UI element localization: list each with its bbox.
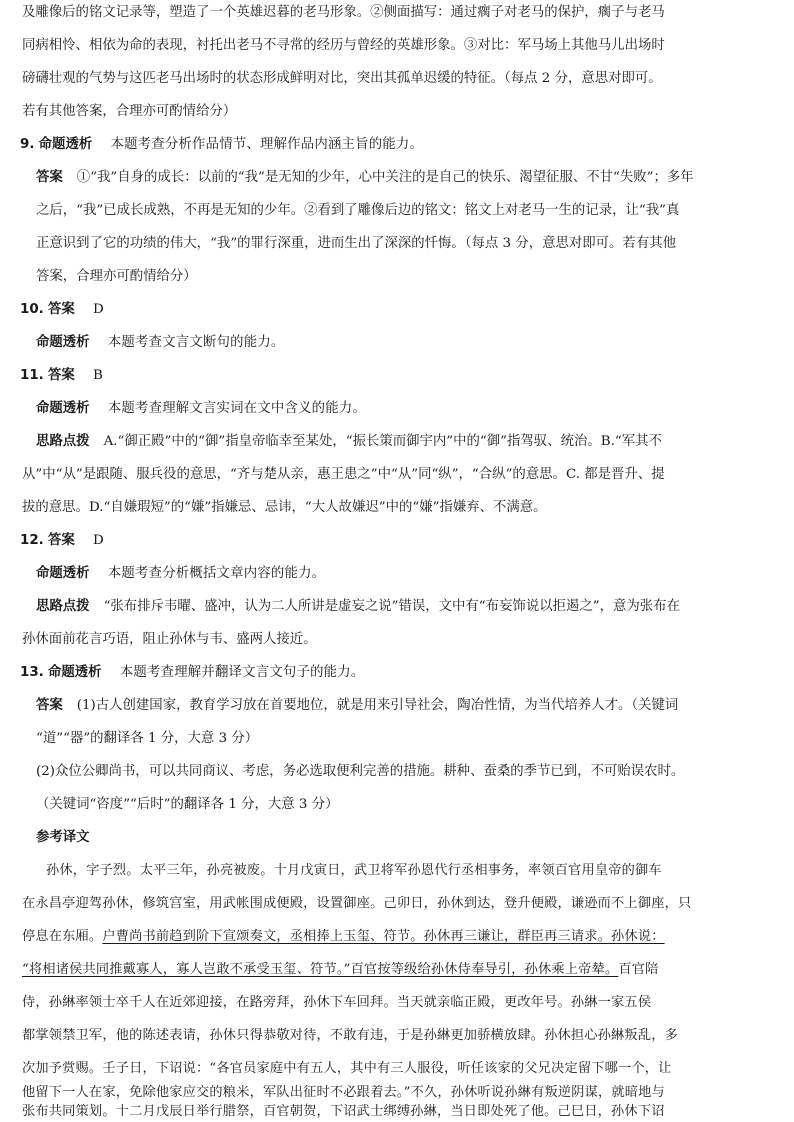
hint-line: 从”中“从”是跟随、服兵役的意思，“齐与楚从亲，惠王患之”中“从”同“纵”，“合纵”的意思。C. 都是晋升、提: [22, 467, 665, 482]
hint-tag: 思路点拨: [36, 434, 90, 449]
text-line: 同病相怜、相依为命的表现，衬托出老马不寻常的经历与曾经的英雄形象。③对比：军马场上其他马儿出场时: [22, 38, 665, 53]
question-11-header: [20, 367, 770, 385]
question-number: 11.: [20, 368, 44, 383]
hint-text: “张布排斥韦曜、盛冲，认为二人所讲是虚妄之说”错误，文中有“布妄饰说以拒遏之”，意为张布在: [103, 599, 680, 614]
translation-heading: [36, 829, 772, 847]
underlined-sentence: “将相诸侯共同推戴寡人，寡人岂敢不承受玉玺、符节。”百官按等级给孙休侍奉导引，孙休乘上帝辇。: [22, 962, 619, 977]
answer-value: B: [93, 368, 103, 383]
analysis-text: 本题考查分析概括文章内容的能力。: [107, 566, 326, 581]
analysis-text: 本题考查理解并翻译文言文句子的能力。: [119, 665, 365, 680]
answer-line: “道”“器”的翻译各 1 分，大意 3 分）: [36, 731, 259, 746]
hint-line: 孙休面前花言巧语，阻止孙休与韦、盛两人接近。: [22, 632, 317, 647]
analysis-tag: 命题透析: [36, 401, 90, 416]
translation-line: 都掌领禁卫军，他的陈述表请，孙休只得恭敬对待，不敢有违，于是孙綝更加骄横放肆。孙休担心孙綝叛乱，多: [22, 1028, 678, 1043]
analysis-tag: 命题透析: [48, 665, 102, 680]
translation-line: 侍，孙綝率领士卒千人在近郊迎接，在路旁拜，孙休下车回拜。当天就亲临正殿，更改年号。孙綝一家五侯: [22, 995, 652, 1010]
answer-value: D: [93, 302, 104, 317]
answer-tag: 答案: [48, 368, 75, 383]
analysis-line: [36, 334, 772, 352]
text-line: 磅礴壮观的气势与这匹老马出场时的状态形成鲜明对比，突出其孤单迟缓的特征。（每点 2 分，意思对即可。: [22, 71, 662, 86]
answer-line: (2)众位公卿尚书，可以共同商议、考虑，务必选取便利完善的措施。耕种、蚕桑的季节已到，不可贻误农时。: [36, 764, 685, 779]
question-9-header: [20, 136, 770, 154]
answer-tag: 答案: [36, 698, 63, 713]
analysis-line: [36, 565, 772, 583]
translation-text: 停息在东厢。: [22, 929, 103, 944]
translation-line: 他留下一人在家，免除他家应交的粮米，军队出征时不必跟着去。”不久，孙休听说孙綝有叛逆阴谋，就暗地与: [22, 1085, 665, 1100]
question-number: 9.: [20, 137, 35, 152]
analysis-tag: 命题透析: [36, 335, 90, 350]
question-12-header: [20, 532, 770, 550]
translation-tag: 参考译文: [36, 830, 90, 845]
translation-line: 在永昌亭迎驾孙休，修筑宫室，用武帐围成便殿，设置御座。己卯日，孙休到达，登升便殿，谦逊而不上御座，只: [22, 896, 692, 911]
answer-text: (1)古人创建国家，教育学习放在首要地位，就是用来引导社会，陶冶性情，为当代培养人才。（关键词: [76, 698, 679, 713]
answer-text: ①“我”自身的成长：以前的“我”是无知的少年，心中关注的是自己的快乐、渴望征服、不甘“失败”；多年: [76, 170, 694, 185]
analysis-tag: 命题透析: [38, 137, 93, 152]
question-13-header: [20, 664, 770, 682]
answer-value: D: [93, 533, 104, 548]
analysis-tag: 命题透析: [36, 566, 90, 581]
analysis-text: 本题考查理解文言实词在文中含义的能力。: [107, 401, 367, 416]
translation-line: 次加予赏赐。壬子日，下诏说：“各官员家庭中有五人，其中有三人服役，听任该家的父兄决定留下哪一个，让: [22, 1061, 672, 1076]
question-number: 12.: [20, 533, 44, 548]
translation-line: [22, 961, 772, 979]
answer-line: [36, 697, 772, 715]
hint-text: A.“御正殿”中的“御”指皇帝临幸至某处，“振长策而御宇内”中的“御”指驾驭、统治。B.“军其不: [103, 434, 662, 449]
answer-line: （关键词“咨度”“后时”的翻译各 1 分，大意 3 分）: [36, 797, 339, 812]
analysis-text: 本题考查文言文断句的能力。: [107, 335, 285, 350]
text-line: 及雕像后的铭文记录等，塑造了一个英雄迟暮的老马形象。②侧面描写：通过瘸子对老马的保护，瘸子与老马: [22, 5, 665, 20]
hint-line: [36, 433, 772, 451]
translation-line: 孙休，字子烈。太平三年，孙亮被废。十月戊寅日，武卫将军孙恩代行丞相事务，率领百官用皇帝的御车: [46, 863, 662, 878]
translation-text: 百官陪: [618, 962, 659, 977]
answer-tag: 答案: [48, 302, 75, 317]
text-line: 若有其他答案，合理亦可酌情给分）: [22, 104, 237, 119]
analysis-line: [36, 400, 772, 418]
answer-line: 之后，“我”已成长成熟，不再是无知的少年。②看到了雕像后边的铭文：铭文上对老马一生的记录，让“我”真: [36, 203, 680, 218]
analysis-text: 本题考查分析作品情节、理解作品内涵主旨的能力。: [110, 137, 424, 152]
hint-line: 拔的意思。D.“自嫌瑕短”的“嫌”指嫌忌、忌讳，“大人故嫌迟”中的“嫌”指嫌弃、不满意。: [22, 500, 547, 515]
answer-tag: 答案: [48, 533, 75, 548]
hint-tag: 思路点拨: [36, 599, 90, 614]
answer-line: [36, 169, 772, 187]
hint-line: [36, 598, 772, 616]
question-number: 10.: [20, 302, 44, 317]
question-10-header: [20, 301, 770, 319]
translation-line: [22, 928, 772, 946]
answer-tag: 答案: [36, 170, 63, 185]
question-number: 13.: [20, 665, 44, 680]
answer-line: 答案，合理亦可酌情给分）: [36, 269, 197, 284]
answer-line: 正意识到了它的功绩的伟大，“我”的罪行深重，进而生出了深深的忏悔。（每点 3 分，意思对即可。若有其他: [36, 236, 676, 251]
underlined-sentence: 户曹尚书前趋到阶下宣颂奏文，丞相捧上玉玺、符节。孙休再三谦让，群臣再三请求。孙休说：: [102, 929, 665, 944]
translation-line: 张布共同策划。十二月戊辰日举行腊祭，百官朝贺，下诏武士绑缚孙綝，当日即处死了他。己巳日，孙休下诏: [22, 1104, 665, 1119]
